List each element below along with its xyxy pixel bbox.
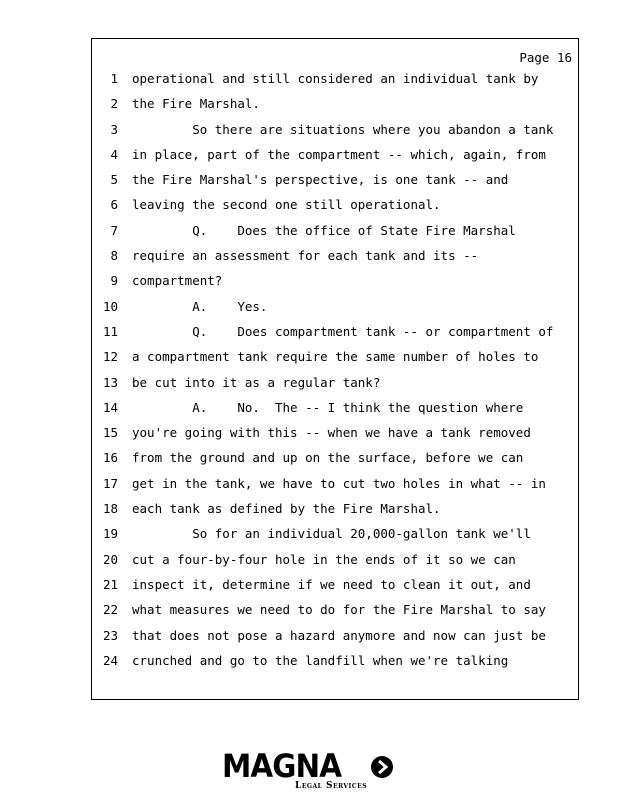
transcript-line — [92, 577, 578, 602]
transcript-line — [92, 197, 578, 222]
line-number: 2 — [110, 96, 118, 112]
line-text: each tank as defined by the Fire Marshal. — [132, 501, 441, 517]
line-text: from the ground and up on the surface, before we can — [132, 450, 524, 466]
transcript-line — [92, 375, 578, 400]
transcript-line — [92, 400, 578, 425]
transcript-line — [92, 248, 578, 273]
line-number: 5 — [110, 172, 118, 188]
line-number: 10 — [102, 298, 118, 314]
line-text: be cut into it as a regular tank? — [132, 374, 381, 390]
line-text: require an assessment for each tank and its -- — [132, 248, 479, 264]
line-text: Q. Does the office of State Fire Marshal — [132, 222, 516, 238]
line-text: you're going with this -- when we have a tank removed — [132, 425, 531, 441]
transcript-line — [92, 122, 578, 147]
magna-logo — [222, 748, 402, 792]
transcript-line — [92, 324, 578, 349]
line-number: 14 — [102, 399, 118, 415]
transcript-line — [92, 602, 578, 627]
line-number: 18 — [102, 501, 118, 517]
line-text: A. No. The -- I think the question where — [132, 399, 524, 415]
line-number: 15 — [102, 425, 118, 441]
transcript-line — [92, 172, 578, 197]
transcript-line — [92, 552, 578, 577]
line-text: a compartment tank require the same number of holes to — [132, 349, 539, 365]
transcript-line — [92, 71, 578, 96]
line-number: 22 — [102, 602, 118, 618]
line-number: 12 — [102, 349, 118, 365]
transcript-page — [91, 38, 579, 700]
transcript-lines — [92, 71, 578, 678]
transcript-line — [92, 273, 578, 298]
line-number: 3 — [110, 121, 118, 137]
line-text: that does not pose a hazard anymore and now can just be — [132, 627, 546, 643]
chevron-right-icon — [371, 756, 393, 778]
transcript-line — [92, 450, 578, 475]
transcript-line — [92, 501, 578, 526]
line-number: 16 — [102, 450, 118, 466]
logo-wordmark: MAGNA — [222, 747, 342, 785]
line-text: get in the tank, we have to cut two holes in what -- in — [132, 475, 546, 491]
line-text: So there are situations where you abandon a tank — [132, 121, 554, 137]
transcript-line — [92, 425, 578, 450]
line-number: 23 — [102, 627, 118, 643]
line-text: A. Yes. — [132, 298, 268, 314]
line-number: 4 — [110, 146, 118, 162]
line-text: compartment? — [132, 273, 223, 289]
line-text: what measures we need to do for the Fire Marshal to say — [132, 602, 546, 618]
transcript-line — [92, 299, 578, 324]
transcript-line — [92, 96, 578, 121]
line-text: crunched and go to the landfill when we're talking — [132, 652, 509, 668]
line-text: So for an individual 20,000-gallon tank we'll — [132, 526, 531, 542]
line-number: 7 — [110, 222, 118, 238]
line-text: operational and still considered an individual tank by — [132, 71, 539, 86]
line-number: 9 — [110, 273, 118, 289]
line-text: Q. Does compartment tank -- or compartment of — [132, 323, 554, 339]
transcript-line — [92, 628, 578, 653]
line-number: 20 — [102, 551, 118, 567]
line-text: inspect it, determine if we need to clean it out, and — [132, 576, 531, 592]
line-number: 19 — [102, 526, 118, 542]
line-text: in place, part of the compartment -- which, again, from — [132, 146, 546, 162]
line-number: 8 — [110, 248, 118, 264]
transcript-line — [92, 147, 578, 172]
line-number: 13 — [102, 374, 118, 390]
line-number: 1 — [110, 71, 118, 86]
line-number: 21 — [102, 576, 118, 592]
transcript-line — [92, 349, 578, 374]
logo-subtitle: Legal Services — [295, 781, 368, 791]
line-text: leaving the second one still operational. — [132, 197, 441, 213]
line-text: the Fire Marshal's perspective, is one tank -- and — [132, 172, 509, 188]
line-text: the Fire Marshal. — [132, 96, 260, 112]
line-number: 24 — [102, 652, 118, 668]
transcript-line — [92, 653, 578, 678]
transcript-line — [92, 476, 578, 501]
transcript-line — [92, 223, 578, 248]
line-number: 11 — [102, 323, 118, 339]
transcript-line — [92, 526, 578, 551]
page-number: Page 16 — [519, 50, 572, 65]
line-text: cut a four-by-four hole in the ends of it so we can — [132, 551, 516, 567]
line-number: 6 — [110, 197, 118, 213]
line-number: 17 — [102, 475, 118, 491]
